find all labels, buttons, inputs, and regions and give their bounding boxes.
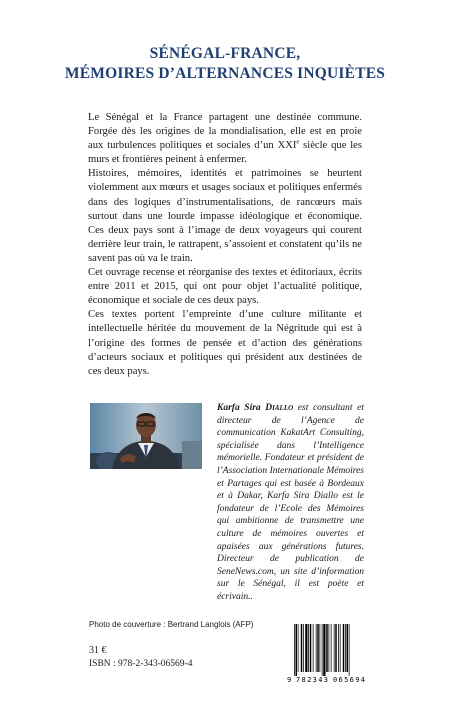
barcode-bar [316,624,317,672]
barcode-bar [313,624,314,672]
barcode-bar [340,624,341,672]
barcode-bar [320,624,321,672]
barcode-bar [326,624,328,672]
barcode-bar [347,624,349,672]
barcode-bar [303,624,304,672]
century-superscript: e [296,138,300,146]
author-photo [90,403,202,469]
paragraph-3: Cet ouvrage recense et réorganise des textes et éditoriaux, écrits entre 2011 et 2015, qui ont pour objet l’actualité politique, économique et sociale de ces deux pays. [88,267,362,307]
barcode-bar [317,624,319,672]
barcode-bar [305,624,307,672]
paragraph-4: Ces textes portent l’empreinte d’une culture militante et intellectuelle héritée du mouvement de la Négritude qui est à l’origine des formes de pensée et d’action des générations d’acteurs sociaux et politiques qui président aux destinées de ces deux pays. [88,309,362,377]
barcode-bar [338,624,339,672]
price: 31 € [89,645,107,656]
barcode-bar [329,624,330,672]
barcode-digit-first: 9 [287,676,292,684]
barcode-bar [310,624,312,672]
barcode-bar [343,624,345,672]
barcode-bar [349,624,350,676]
barcode-bar [345,624,346,672]
photo-credit: Photo de couverture : Bertrand Langlois (AFP) [89,620,254,629]
paragraph-1-a: Le Sénégal et la France partagent une destinée commune. Forgée dès les origines de la mondialisation, elle est en proie aux turbulences politiques et sociales d’un XXI [88,112,362,152]
paragraph-1 [88,111,362,167]
barcode-bar [335,624,337,672]
barcode-bar [296,624,298,676]
barcode-digits-left: 782343 [296,676,328,684]
book-title [0,44,450,84]
barcode-bar [322,624,323,676]
barcode-bar [308,624,309,672]
paragraph-1-b: siècle que les murs et frontières peinent à enfermer. [88,140,363,166]
isbn: ISBN : 978-2-343-06569-4 [89,659,193,669]
author-first-name: Karfa Sira [217,403,261,413]
barcode-bars [294,624,350,676]
barcode-bar [298,624,299,672]
barcode-bar [323,624,325,676]
author-bio-text: est consultant et directeur de l’Agence de communication KakatArt Consulting, spécialisée dans l’Intelligence mémorielle. Fondateur et président de l’Association Internationale Mémoires et Partages qui est basée à Bordeaux et à Dakar, Karfa Sira Diallo est le fondateur de l’Ecole des Mémoires qui ambitionne de transmettre une culture de mémoires ouvertes et apaisées aux générations futures. Directeur de publication de SeneNews.com, un site d’information sur le Sénégal, il est poète et écrivain.. [217,403,364,602]
barcode-bar [301,624,303,672]
back-cover-text [88,111,362,379]
barcode-bar [294,624,295,676]
title-line-1: SÉNÉGAL-FRANCE, [149,45,301,62]
barcode-digits-right: 065694 [333,676,365,684]
barcode-bar [334,624,335,672]
barcode-bar [331,624,332,672]
isbn-barcode [287,622,371,684]
author-name [217,403,293,413]
author-portrait-image [90,403,202,469]
paragraph-2: Histoires, mémoires, identités et patrimoines se heurtent violemment aux mœurs et usages sociaux et politiques enfermés dans des logiques d’instrumentalisations, de rancœurs mais surtout dans une lourde impasse idéologique et économique. Ces deux pays sont à l’image de deux voyageurs qui courent derrière leur train, le rattrapent, s’assoient et constatent qu’ils ne savent pas où va le train. [88,168,362,264]
author-last-name: Diallo [265,403,294,413]
title-line-2: MÉMOIRES D’ALTERNANCES INQUIÈTES [64,65,386,82]
author-bio [217,402,364,604]
